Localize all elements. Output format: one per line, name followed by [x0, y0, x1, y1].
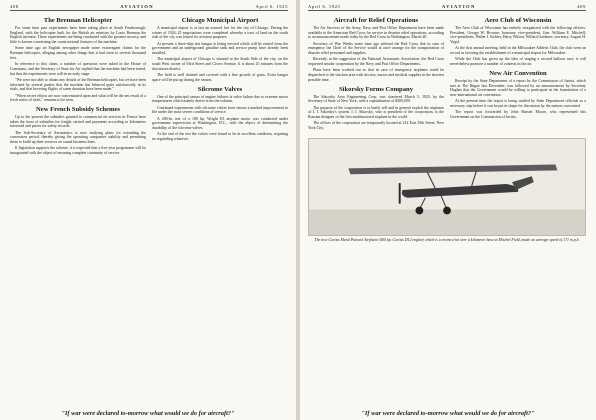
- brennan-paragraph: "When secret efforts are now concentrated upon and what will be the net result of a fresh series of trials," remains to be seen.: [10, 93, 146, 103]
- left-running-header: [10, 4, 288, 11]
- convention-paragraph: Receipt by the State Department of a report by the Commission of Jurists, which met at The Hague last December, was followed by an announcement by Secretary Hughes that the Government would be willing to participate in the formulation of a new international air convention.: [450, 78, 586, 97]
- aero-club-paragraph: The Aero Club of Wisconsin has entirely reorganized with the following officers: President, George W. Browne; honorary vice-president, Gen. William E. Mitchell; vice-presidents, Walter J. Kohler, Harry Wilson, Willard Gardiner; secretary, August H. Vogel.: [450, 26, 586, 45]
- right-footer-slogan: "If war were declared to-morrow what would we do for aircraft?": [361, 410, 535, 417]
- left-column-1: [10, 14, 146, 157]
- aero-club-paragraph: At the first annual meeting, held in the Milwaukee Athletic Club, the club went on record as favoring the establishment of a municipal airport for Milwaukee.: [450, 46, 586, 56]
- french-schemes-paragraph: Up to the present the subsidies granted to commercial air services in France have taken the form of subsidies for freight carried and payments according to kilometers traversed and prizes for safety records.: [10, 114, 146, 129]
- sikorsky-paragraph: The offices of the corporation are temporarily located at 214 East 29th Street, New York City.: [308, 121, 444, 130]
- left-magazine-title: AVIATION: [120, 4, 154, 9]
- relief-paragraph: The Air Services of the Army, Navy and Post Office Department have been made available to the American Red Cross for service in disaster relief operations, according to an announcement made today by the Red Cross in Washington, March 20.: [308, 26, 444, 40]
- chicago-paragraph: The municipal airport of Chicago is situated at the South Side of the city, on the south West corner of 63rd Street and Cicero Avenue. It is about 25 minutes from the downtown district.: [152, 57, 288, 71]
- relief-paragraph: Secretary of War Weeks some time ago advised the Red Cross that in case of emergency the Chief of Air Service would at once arrange for the transportation of disaster relief personnel and supplies.: [308, 41, 444, 56]
- silcrome-paragraph: Continued experiments with silcrome valves have shown a marked improvement in life under the most severe conditions of service.: [152, 105, 288, 115]
- brennan-paragraph: Some time ago an English newspaper made some extravagant claims for the Brennan helicopter, alleging among other things that it had risen to several thousand feet.: [10, 46, 146, 60]
- headline-relief: Aircraft for Relief Operations: [333, 17, 419, 24]
- headline-brennan: The Brennan Helicopter: [43, 17, 113, 24]
- french-schemes-paragraph: The Sub-Secretary of Aeronautics is now studying plans for extending the concession period, thereby giving the operating companies stability and permitting them to build up their services on sound business lines.: [10, 130, 146, 145]
- sikorsky-paragraph: The Sikorsky Aero Engineering Corp. was chartered March 5, 1925, by the Secretary of State of New York, with a capitalization of $200,000.: [308, 94, 444, 104]
- sikorsky-paragraph: The purpose of the corporation is to build, sell and in general exploit the airplanes of I. I. Sikorsky's system. I. I. Sikorsky, who is president of the corporation, is the Russian designer of the first multimotored airplane in the world.: [308, 105, 444, 119]
- left-page-number: 408: [10, 4, 19, 9]
- headline-chicago: Chicago Municipal Airport: [181, 17, 259, 24]
- left-footer-slogan: "If war were declared to-morrow what would we do for aircraft?": [61, 410, 235, 417]
- brennan-paragraph: "We were not able to obtain any details of the Brennan helicopter, but we have been informed by several parties that the machine has behaved quite satisfactorily in its trials, and that hovering flights of some duration have been made.": [10, 77, 146, 92]
- headline-aero-club: Aero Club of Wisconsin: [484, 17, 552, 24]
- relief-paragraph: Recently, at the suggestion of the National Aeronautic Association, the Red Cross requested similar cooperation by the Navy and Post Office Departments.: [308, 57, 444, 67]
- landing-wheel: [415, 207, 423, 215]
- left-column-2: [152, 14, 288, 143]
- french-schemes-paragraph: If legislation supports the scheme, it is expected that a five-year programme will be inaugurated with the object of ensuring complete continuity of service.: [10, 146, 146, 156]
- airplane-illustration: [309, 139, 585, 235]
- right-column-1: [308, 14, 444, 132]
- brennan-paragraph: For some time past experiments have been taking place at South Farnborough, England, with the helicopter built for the British air ministry by Louis Brennan the English inventor. These experiments are being conducted with the greatest secrecy, and little is known concerning the constructional features of the machine.: [10, 26, 146, 45]
- right-columns: [308, 14, 586, 132]
- chicago-paragraph: The field is well drained and covered with a fine growth of grass. Extra hangar space will be put up during the season.: [152, 73, 288, 82]
- headline-french-schemes: New French Subsidy Schemes: [36, 105, 120, 113]
- right-running-header: [308, 4, 586, 11]
- chicago-paragraph: A municipal airport is at last an assured fact for the city of Chicago. During the winter of 1924–25 negotiations were completed whereby a tract of land on the south side of the city was leased for aviation purposes.: [152, 26, 288, 40]
- relief-paragraph: Plans have been worked out so that in case of emergency airplanes could be dispatched to the stricken area with doctors, nurses and medical supplies in the shortest possible time.: [308, 68, 444, 82]
- figure-caption: The new Curtiss Metal Parasol Airplane (400 hp. Curtiss D12 engine) which is a recent trial over a kilometer base at Mitchel Field, made an average speed of 171 m.p.h.: [314, 238, 580, 243]
- left-issue-date: April 6, 1925: [255, 4, 288, 9]
- chicago-paragraph: At present a three-ship test hangar is being erected which will be rented from the government and an underground gasoline tank and service pump have already been installed.: [152, 41, 288, 56]
- silcrome-paragraph: At the end of the test the valves were found to be in excellent condition, requiring no regrinding whatever.: [152, 132, 288, 141]
- right-page: [300, 0, 596, 420]
- landing-wheel-2: [443, 207, 451, 215]
- right-column-2: [450, 14, 586, 121]
- left-columns: [10, 14, 288, 157]
- silcrome-paragraph: One of the principal causes of engine failures is valve failure due to extreme motor temperatures which mainly derive from the exhaust.: [152, 94, 288, 104]
- convention-paragraph: The report was forwarded by John Bassett Moore, who represented this Government on the Commission of Jurists.: [450, 110, 586, 119]
- aero-club-paragraph: While the Club has given up the idea of staging a second balloon race, it will nevertheless promote a number of contests in the air.: [450, 57, 586, 67]
- right-page-number: 409: [577, 4, 586, 9]
- headline-convention: New Air Convention: [489, 69, 547, 77]
- curtiss-airplane-photo: [308, 138, 586, 236]
- brennan-paragraph: In reference to this claim, a number of questions were asked in the House of Commons, and the Secretary of State for Air replied that the machine had been tested, but that the experiments were still in an early stage.: [10, 62, 146, 76]
- right-issue-date: April 6, 1925: [308, 4, 341, 9]
- left-page: [0, 0, 296, 420]
- right-magazine-title: AVIATION: [441, 4, 476, 9]
- silcrome-paragraph: A 200-hr. test of a 180 hp. Wright E3 airplane motor was conducted under government supervision at Washington, D.C., with the object of determining the durability of the silcrome valves.: [152, 116, 288, 130]
- convention-paragraph: At the present time the report is being studied by State Department officials as a necessary step before it can be put in shape for discussion by the nations concerned.: [450, 99, 586, 108]
- headline-sikorsky: Sikorsky Forms Company: [338, 85, 413, 93]
- headline-silcrome: Silcrome Valves: [197, 85, 243, 93]
